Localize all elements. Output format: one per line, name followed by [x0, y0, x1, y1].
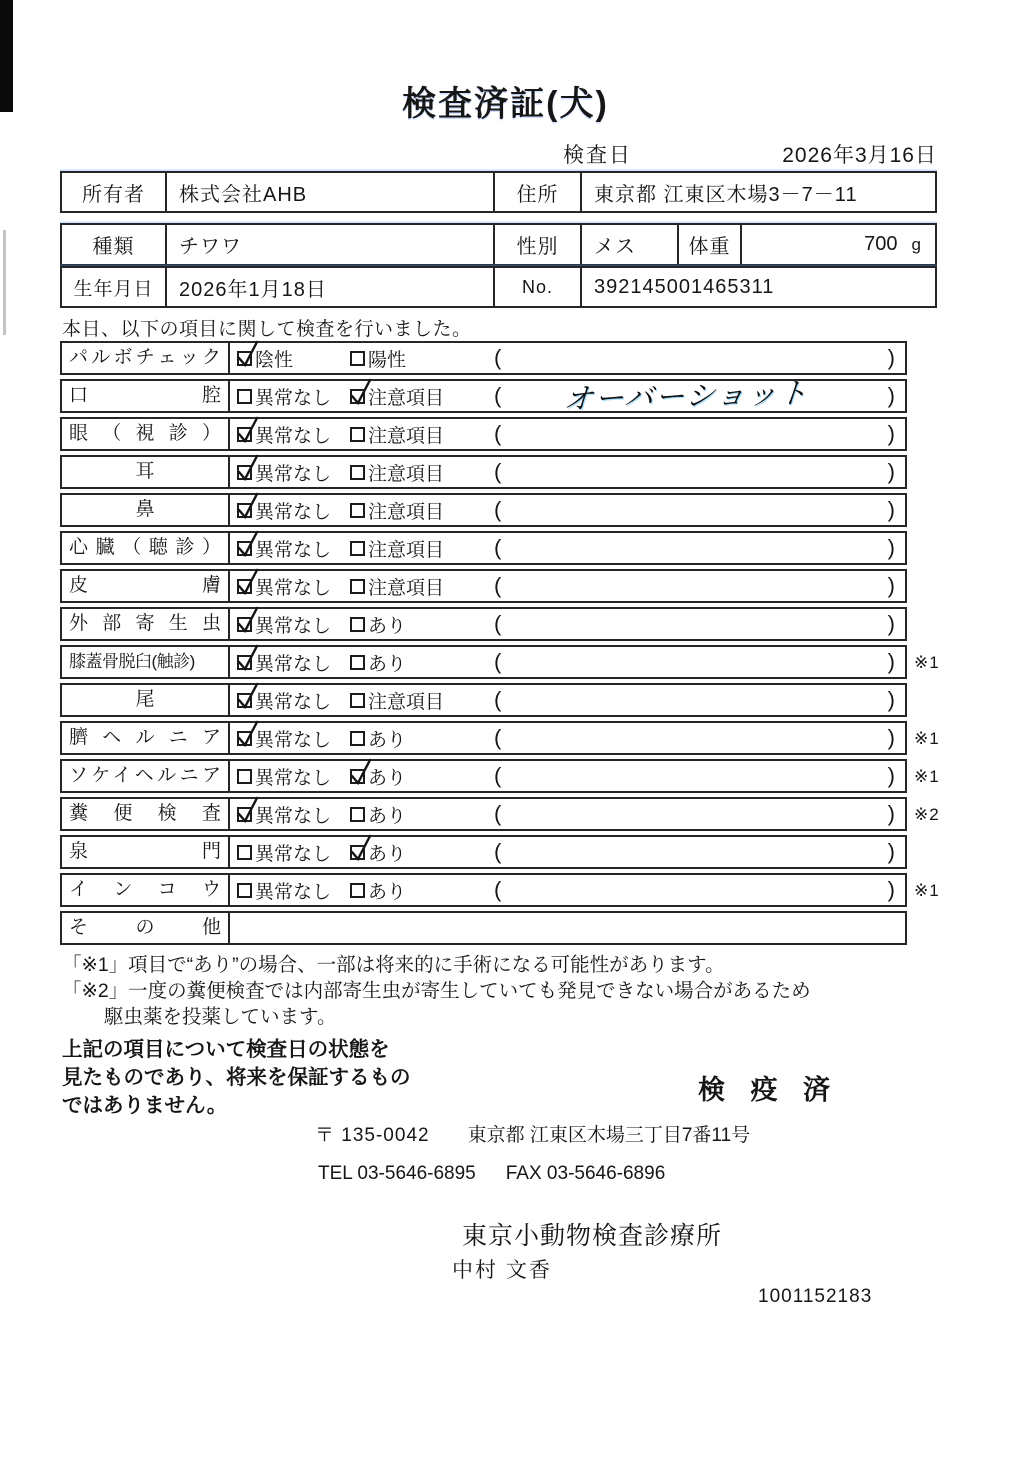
open-paren: (: [494, 573, 502, 598]
footnote-marker: ※1: [914, 653, 940, 672]
footnote-marker: [907, 417, 964, 451]
checklist-row-box: [60, 493, 907, 527]
footnote-marker: [907, 569, 964, 603]
option-2: [350, 573, 494, 600]
remarks-field: [494, 763, 905, 789]
checklist-row-body: [230, 533, 905, 563]
checklist-row-box: [60, 645, 907, 679]
option-label: あり: [368, 653, 407, 675]
checklist-row: [60, 683, 964, 717]
checklist-row-body: [230, 913, 905, 943]
sex-value: メス: [582, 225, 679, 264]
footnote-1: 「※1」項目で“あり”の場合、一部は将来的に手術になる可能性があります。: [62, 954, 725, 976]
checklist-row: [60, 911, 964, 945]
option-label: 異常なし: [255, 615, 332, 637]
page-title: 検査済証(犬): [402, 85, 609, 123]
checklist-row-box: [60, 873, 907, 907]
checklist-row-box: [60, 377, 907, 417]
close-paren: ): [887, 725, 895, 750]
footnote-2: 「※2」一度の糞便検査では内部寄生虫が寄生していても発見できない場合があるため: [62, 980, 811, 1002]
checkbox: [237, 845, 252, 860]
checklist-row-body: [230, 495, 905, 525]
close-paren: ): [887, 421, 895, 446]
clinic-name: 東京小動物検査診療所: [462, 1222, 723, 1250]
close-paren: ): [887, 839, 895, 864]
close-paren: ): [887, 573, 895, 598]
remarks-field: [494, 725, 905, 751]
checklist-row-body: [230, 799, 905, 829]
weight-unit: g: [911, 234, 921, 254]
check-mark-icon: [348, 757, 374, 787]
footnote-marker: [907, 531, 964, 565]
footnote-marker: [907, 341, 964, 375]
check-mark-icon: [235, 719, 261, 749]
checklist-item-label: 鼻: [62, 495, 230, 525]
option-1: [230, 345, 350, 372]
checkbox: [237, 731, 252, 746]
option-1: [230, 383, 350, 410]
check-mark-icon: [348, 833, 374, 863]
checklist-row-box: [60, 759, 907, 793]
option-1: [230, 801, 350, 828]
scan-edge-artifact-faint: [3, 230, 6, 335]
check-mark-icon: [235, 491, 261, 521]
birthdate-value: 2026年1月18日: [167, 268, 495, 306]
remarks-field: [494, 421, 905, 447]
disclaimer-line-2: 見たものであり、将来を保証するもの: [62, 1066, 411, 1089]
checkbox: [237, 617, 252, 632]
checklist-row-body: [230, 875, 905, 905]
owner-label: 所有者: [62, 173, 167, 211]
close-paren: ): [887, 877, 895, 902]
checkbox: [350, 579, 365, 594]
checklist-row: [60, 873, 964, 907]
option-2: [350, 383, 494, 410]
disclaimer-text: [62, 1036, 411, 1120]
remarks-field: [494, 497, 905, 523]
checklist-item-label: 外部寄生虫: [62, 609, 230, 639]
checklist-row-body: [230, 723, 905, 753]
birthdate-label: 生年月日: [62, 268, 167, 306]
remarks-field: [494, 459, 905, 485]
clinic-postal-code: 〒 135-0042: [315, 1125, 430, 1146]
checklist-row-body: [230, 419, 905, 449]
checklist-row-body: [230, 837, 905, 867]
open-paren: (: [494, 459, 502, 484]
open-paren: (: [494, 877, 502, 902]
checklist-row: [60, 759, 964, 793]
check-mark-icon: [235, 795, 261, 825]
option-label: 注意項目: [368, 577, 445, 599]
option-label: あり: [368, 615, 407, 637]
checklist-item-label: 心臓（聴診）: [62, 533, 230, 563]
checkbox: [350, 617, 365, 632]
option-label: 異常なし: [255, 577, 332, 599]
option-label: 異常なし: [255, 805, 332, 827]
open-paren: (: [494, 801, 502, 826]
checklist-item-label: ソケイヘルニア: [62, 761, 230, 791]
checklist-row: [60, 493, 964, 527]
handwritten-remark: オーバーショット: [562, 377, 811, 417]
remarks-field: [494, 839, 905, 865]
checkbox: [237, 465, 252, 480]
veterinarian-name: 中村 文香: [452, 1259, 552, 1282]
option-1: [230, 535, 350, 562]
checklist-row: [60, 645, 964, 679]
option-label: あり: [368, 805, 407, 827]
close-paren: ): [887, 801, 895, 826]
breed-label: 種類: [62, 225, 167, 264]
birth-no-table: [60, 266, 937, 308]
checklist-row-box: [60, 569, 907, 603]
checklist-row: [60, 531, 964, 565]
check-mark-icon: [348, 377, 374, 407]
close-paren: ): [887, 763, 895, 788]
close-paren: ): [887, 535, 895, 560]
footnote-2-continued: 駆虫薬を投薬しています。: [104, 1006, 337, 1028]
option-2: [350, 497, 494, 524]
exam-date-label: 検査日: [563, 144, 632, 167]
checklist-row: [60, 569, 964, 603]
checklist-row-box: [60, 797, 907, 831]
checklist-row-box: [60, 341, 907, 375]
checklist-row: [60, 797, 964, 831]
option-label: あり: [368, 767, 407, 789]
checkbox: [237, 883, 252, 898]
footnote-marker: ※1: [914, 881, 940, 900]
checklist-item-label: 眼（視診）: [62, 419, 230, 449]
option-label: 異常なし: [255, 691, 332, 713]
check-mark-icon: [235, 605, 261, 635]
option-label: 注意項目: [368, 539, 445, 561]
document-serial-number: 1001152183: [758, 1286, 873, 1307]
breed-value: チワワ: [167, 225, 495, 264]
remarks-field: [494, 573, 905, 599]
checklist-item-label: 糞便検査: [62, 799, 230, 829]
remarks-field: [494, 377, 905, 417]
option-2: [350, 801, 494, 828]
checklist-row: [60, 835, 964, 869]
checklist-row: [60, 377, 964, 417]
close-paren: ): [887, 497, 895, 522]
checklist-row-body: [230, 761, 905, 791]
option-label: 異常なし: [255, 425, 332, 447]
option-1: [230, 611, 350, 638]
checkbox: [237, 807, 252, 822]
option-1: [230, 725, 350, 752]
weight-label: 体重: [679, 225, 742, 264]
checklist-table: [60, 341, 964, 949]
checklist-item-label: 膝蓋骨脱臼(触診): [62, 647, 230, 677]
footnote-marker: [907, 493, 964, 527]
clinic-address: 東京都 江東区木場三丁目7番11号: [467, 1125, 751, 1146]
checkbox: [350, 807, 365, 822]
checkbox: [350, 427, 365, 442]
checklist-row-body: [230, 457, 905, 487]
checkbox: [237, 503, 252, 518]
open-paren: (: [494, 649, 502, 674]
checklist-row-body: [230, 377, 905, 417]
option-label: 注意項目: [368, 691, 445, 713]
checklist-row: [60, 721, 964, 755]
clinic-fax: FAX 03-5646-6896: [505, 1163, 666, 1184]
open-paren: (: [494, 535, 502, 560]
footnote-marker: [907, 835, 964, 869]
checkbox: [350, 883, 365, 898]
footnote-marker: [907, 607, 964, 641]
footnote-marker: [907, 455, 964, 489]
option-label: 異常なし: [255, 501, 332, 523]
close-paren: ): [887, 383, 895, 408]
footnote-marker: ※2: [914, 805, 940, 824]
checklist-row-body: [230, 571, 905, 601]
option-label: 注意項目: [368, 501, 445, 523]
option-2: [350, 839, 494, 866]
checklist-row-box: [60, 721, 907, 755]
checklist-row: [60, 455, 964, 489]
remarks-field: [494, 687, 905, 713]
remarks-field: [494, 801, 905, 827]
checklist-item-label: パルボチェック: [62, 343, 230, 373]
option-1: [230, 421, 350, 448]
remarks-field: [494, 535, 905, 561]
remarks-field: [494, 877, 905, 903]
option-2: [350, 687, 494, 714]
checkbox: [237, 541, 252, 556]
no-label: No.: [495, 268, 582, 306]
checklist-row: [60, 341, 964, 375]
close-paren: ): [887, 345, 895, 370]
footnote-marker: ※1: [914, 729, 940, 748]
checkbox: [237, 389, 252, 404]
checklist-row-body: [230, 647, 905, 677]
checklist-item-label: 泉門: [62, 837, 230, 867]
option-label: 注意項目: [368, 425, 445, 447]
checkbox: [350, 693, 365, 708]
checkbox: [350, 769, 365, 784]
footnotes: [62, 952, 811, 1030]
option-2: [350, 459, 494, 486]
option-label: 異常なし: [255, 881, 332, 903]
checklist-item-label: インコウ: [62, 875, 230, 905]
option-label: あり: [368, 729, 407, 751]
clinic-phone-line: [318, 1163, 665, 1185]
checklist-row-body: [230, 609, 905, 639]
open-paren: (: [494, 497, 502, 522]
clinic-tel: TEL 03-5646-6895: [318, 1163, 476, 1184]
checkbox: [237, 769, 252, 784]
option-label: 異常なし: [255, 767, 332, 789]
checklist-row-box: [60, 531, 907, 565]
option-label: 異常なし: [255, 729, 332, 751]
option-1: [230, 763, 350, 790]
checkbox: [350, 351, 365, 366]
checkbox: [237, 351, 252, 366]
open-paren: (: [494, 345, 502, 370]
option-2: [350, 535, 494, 562]
option-2: [350, 649, 494, 676]
remarks-field: [494, 649, 905, 675]
remarks-field: [494, 611, 905, 637]
checkbox: [350, 731, 365, 746]
checklist-row-body: [230, 343, 905, 373]
exam-date-value: 2026年3月16日: [782, 144, 937, 167]
checkbox: [350, 465, 365, 480]
option-2: [350, 725, 494, 752]
exam-date-row: [60, 139, 937, 169]
option-label: あり: [368, 881, 407, 903]
option-label: あり: [368, 843, 407, 865]
checkbox: [237, 693, 252, 708]
open-paren: (: [494, 839, 502, 864]
checklist-item-label: 口腔: [62, 381, 230, 411]
checklist-row-box: [60, 417, 907, 451]
remarks-field: [494, 345, 905, 371]
checklist-row-box: [60, 455, 907, 489]
option-2: [350, 877, 494, 904]
checklist-item-label: 尾: [62, 685, 230, 715]
checkbox: [237, 655, 252, 670]
option-1: [230, 497, 350, 524]
checklist-row-box: [60, 911, 907, 945]
close-paren: ): [887, 687, 895, 712]
checkbox: [350, 541, 365, 556]
option-1: [230, 649, 350, 676]
check-mark-icon: [235, 681, 261, 711]
option-1: [230, 573, 350, 600]
option-label: 異常なし: [255, 843, 332, 865]
option-label: 陰性: [255, 349, 294, 371]
owner-table: [60, 171, 937, 213]
close-paren: ): [887, 611, 895, 636]
option-label: 異常なし: [255, 387, 332, 409]
owner-value: 株式会社AHB: [167, 173, 495, 211]
checkbox: [350, 845, 365, 860]
address-value: 東京都 江東区木場3－7－11: [594, 183, 858, 206]
checkbox: [350, 655, 365, 670]
option-label: 異常なし: [255, 463, 332, 485]
no-value: 392145001465311: [594, 275, 775, 298]
pet-info-table: [60, 223, 937, 266]
open-paren: (: [494, 725, 502, 750]
option-1: [230, 877, 350, 904]
open-paren: (: [494, 611, 502, 636]
footnote-marker: [907, 683, 964, 717]
intro-text: 本日、以下の項目に関して検査を行いました。: [62, 319, 472, 340]
checklist-row-body: [230, 685, 905, 715]
footnote-marker: [907, 911, 964, 945]
checklist-row-box: [60, 835, 907, 869]
check-mark-icon: [235, 643, 261, 673]
checklist-item-label: 皮膚: [62, 571, 230, 601]
checklist-item-label: 臍ヘルニア: [62, 723, 230, 753]
option-1: [230, 839, 350, 866]
sex-label: 性別: [495, 225, 582, 264]
clinic-address-line: [315, 1120, 750, 1147]
option-label: 注意項目: [368, 463, 445, 485]
check-mark-icon: [235, 567, 261, 597]
option-2: [350, 763, 494, 790]
option-1: [230, 687, 350, 714]
option-label: 異常なし: [255, 539, 332, 561]
footnote-marker: [907, 379, 964, 413]
footnote-marker: ※1: [914, 767, 940, 786]
address-label: 住所: [495, 173, 582, 211]
checklist-row: [60, 417, 964, 451]
disclaimer-line-1: 上記の項目について検査日の状態を: [62, 1038, 390, 1061]
option-1: [230, 459, 350, 486]
checkbox: [350, 389, 365, 404]
open-paren: (: [494, 763, 502, 788]
quarantine-passed-stamp: 検 疫 済: [698, 1075, 840, 1105]
option-label: 陽性: [368, 349, 407, 371]
weight-value-cell: [742, 225, 935, 264]
checkbox: [350, 503, 365, 518]
close-paren: ): [887, 649, 895, 674]
option-2: [350, 345, 494, 372]
checklist-row-box: [60, 683, 907, 717]
open-paren: (: [494, 421, 502, 446]
option-label: 注意項目: [368, 387, 445, 409]
check-mark-icon: [235, 415, 261, 445]
option-label: 異常なし: [255, 653, 332, 675]
open-paren: (: [494, 687, 502, 712]
option-2: [350, 421, 494, 448]
disclaimer-line-3: ではありません。: [62, 1094, 228, 1117]
open-paren: (: [494, 383, 502, 408]
check-mark-icon: [235, 453, 261, 483]
close-paren: ): [887, 459, 895, 484]
checklist-row: [60, 607, 964, 641]
checkbox: [237, 579, 252, 594]
checklist-row-box: [60, 607, 907, 641]
weight-value: 700: [864, 233, 898, 255]
check-mark-icon: [235, 339, 261, 369]
checklist-item-label: その他: [62, 913, 230, 943]
checkbox: [237, 427, 252, 442]
option-2: [350, 611, 494, 638]
checklist-item-label: 耳: [62, 457, 230, 487]
check-mark-icon: [235, 529, 261, 559]
